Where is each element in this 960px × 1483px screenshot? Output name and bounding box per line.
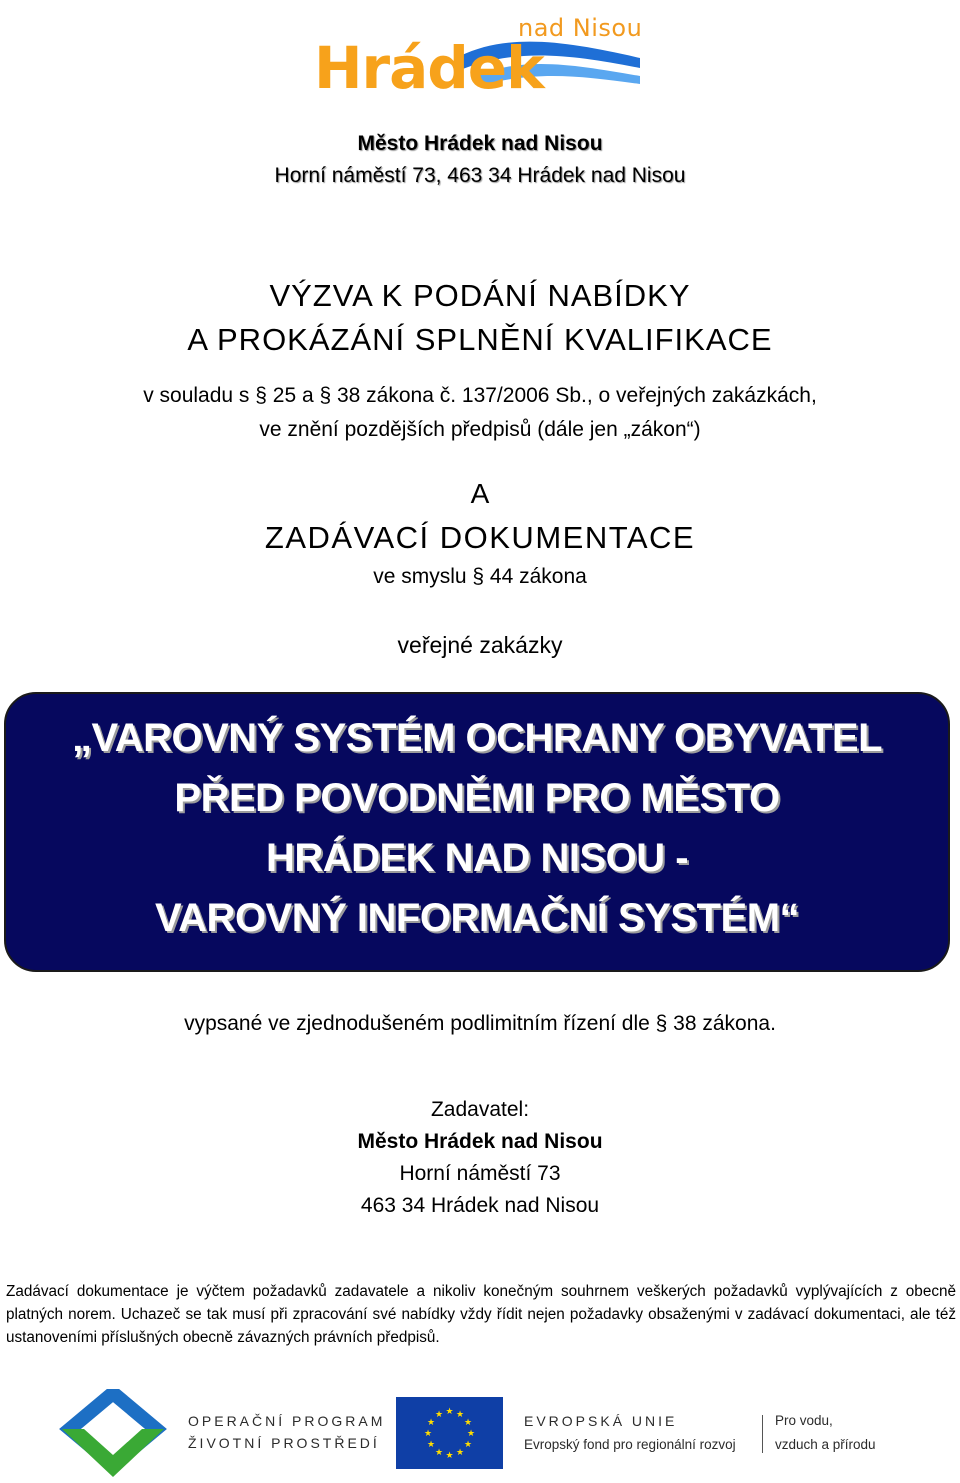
motto-line1: Pro vodu, — [775, 1413, 833, 1428]
contract-title-line2: PŘED POVODNĚMI PRO MĚSTO — [174, 776, 780, 820]
opzp-logo-icon — [58, 1389, 168, 1481]
legal-basis-line2: ve znění pozdějších předpisů (dále jen „zákon“) — [259, 418, 701, 441]
contract-title-line3: HRÁDEK NAD NISOU - — [265, 836, 689, 880]
contract-title-box — [4, 692, 950, 972]
svg-text:★: ★ — [455, 1448, 465, 1458]
svg-text:★: ★ — [463, 1418, 473, 1428]
contract-label: veřejné zakázky — [397, 632, 563, 658]
town-name: Město Hrádek nad Nisou — [357, 132, 603, 155]
invitation-title-line1: VÝZVA K PODÁNÍ NABÍDKY — [269, 278, 691, 313]
svg-text:★: ★ — [455, 1410, 465, 1420]
svg-text:★: ★ — [434, 1410, 444, 1420]
town-logo — [310, 12, 650, 102]
motto-line2: vzduch a přírodu — [775, 1437, 876, 1452]
client-name: Město Hrádek nad Nisou — [357, 1130, 603, 1153]
svg-text:★: ★ — [463, 1440, 473, 1450]
contract-title-line1: „VAROVNÝ SYSTÉM OCHRANY OBYVATEL — [71, 716, 882, 760]
svg-text:★: ★ — [426, 1440, 436, 1450]
documentation-subtitle: ve smyslu § 44 zákona — [373, 565, 587, 588]
procedure-type: vypsané ve zjednodušeném podlimitním řízení dle § 38 zákona. — [184, 1012, 776, 1035]
town-address: Horní náměstí 73, 463 34 Hrádek nad Nisou — [274, 164, 686, 187]
invitation-title-line2: A PROKÁZÁNÍ SPLNĚNÍ KVALIFIKACE — [187, 322, 773, 357]
svg-text:★: ★ — [423, 1429, 433, 1439]
documentation-title: ZADÁVACÍ DOKUMENTACE — [264, 520, 696, 555]
svg-text:★: ★ — [434, 1448, 444, 1458]
connector-letter: A — [470, 478, 490, 509]
footer-logos — [0, 1385, 960, 1483]
client-street: Horní náměstí 73 — [399, 1162, 561, 1185]
eu-text-line2: Evropský fond pro regionální rozvoj — [524, 1437, 736, 1452]
eu-text-line1: EVROPSKÁ UNIE — [524, 1413, 678, 1429]
client-city: 463 34 Hrádek nad Nisou — [360, 1194, 600, 1217]
svg-text:★: ★ — [445, 1451, 454, 1461]
opzp-text-line2: ŽIVOTNÍ PROSTŘEDÍ — [188, 1435, 380, 1451]
disclaimer-paragraph: Zadávací dokumentace je výčtem požadavků zadavatele a nikoliv konečným souhrnem veškerých požadavků vyplývajících z obecně platných norem. Uchazeč se tak musí při zpracování své nabídky vždy řídit nejen požadavky obsaženými v zadávací dokumentaci, ale též ustanoveními příslušných obecně závazných právních předpisů. — [6, 1283, 956, 1346]
svg-text:★: ★ — [445, 1407, 454, 1417]
svg-text:★: ★ — [426, 1418, 436, 1428]
footer-divider — [762, 1415, 763, 1453]
logo-text-large: Hrádek — [314, 34, 544, 102]
contract-title-line4: VAROVNÝ INFORMAČNÍ SYSTÉM“ — [154, 896, 800, 940]
client-label: Zadavatel: — [430, 1098, 530, 1121]
svg-text:★: ★ — [466, 1429, 476, 1439]
eu-flag-icon — [396, 1397, 503, 1469]
opzp-text-line1: OPERAČNÍ PROGRAM — [188, 1413, 386, 1429]
legal-basis-line1: v souladu s § 25 a § 38 zákona č. 137/2006 Sb., o veřejných zakázkách, — [143, 384, 817, 407]
logo-text-small: nad Nisou — [518, 14, 643, 42]
